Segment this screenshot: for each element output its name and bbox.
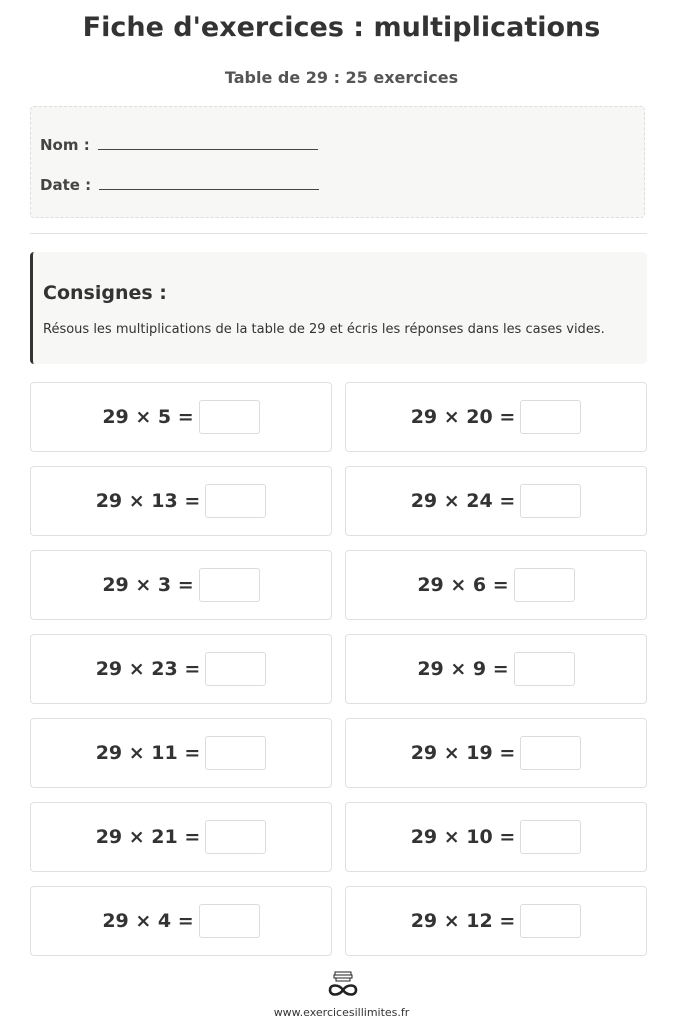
exercise-equation: 29 × 4 =	[102, 910, 194, 932]
name-line	[98, 135, 318, 150]
exercise-equation: 29 × 20 =	[410, 406, 516, 428]
answer-box[interactable]	[199, 568, 260, 602]
exercise-card	[30, 886, 332, 956]
exercise-card	[345, 802, 647, 872]
exercise-equation: 29 × 3 =	[102, 574, 194, 596]
exercise-card	[30, 382, 332, 452]
answer-box[interactable]	[205, 820, 266, 854]
page-subtitle: Table de 29 : 25 exercices	[224, 68, 459, 87]
exercise-card	[345, 550, 647, 620]
answer-box[interactable]	[514, 652, 575, 686]
name-label: Nom :	[40, 136, 90, 154]
exercise-card	[30, 550, 332, 620]
footer-url[interactable]: www.exercicesillimites.fr	[273, 1006, 410, 1019]
exercise-equation: 29 × 19 =	[410, 742, 516, 764]
instructions-box	[30, 252, 647, 364]
exercise-equation: 29 × 10 =	[410, 826, 516, 848]
answer-box[interactable]	[199, 904, 260, 938]
date-line	[99, 175, 319, 190]
answer-box[interactable]	[205, 736, 266, 770]
exercise-grid	[30, 382, 647, 956]
exercise-card	[30, 634, 332, 704]
instructions-title: Consignes :	[43, 282, 167, 304]
answer-box[interactable]	[520, 736, 581, 770]
exercise-card	[345, 382, 647, 452]
exercise-card	[345, 886, 647, 956]
instructions-text: Résous les multiplications de la table de 29 et écris les réponses dans les cases vides.	[43, 322, 605, 337]
name-row	[40, 135, 318, 154]
exercise-equation: 29 × 12 =	[410, 910, 516, 932]
infinity-books-logo-icon[interactable]	[326, 970, 360, 1000]
exercise-equation: 29 × 24 =	[410, 490, 516, 512]
exercise-equation: 29 × 21 =	[95, 826, 201, 848]
student-info-box	[30, 106, 645, 218]
exercise-card	[345, 718, 647, 788]
exercise-equation: 29 × 5 =	[102, 406, 194, 428]
answer-box[interactable]	[205, 484, 266, 518]
answer-box[interactable]	[520, 400, 581, 434]
answer-box[interactable]	[514, 568, 575, 602]
exercise-card	[30, 802, 332, 872]
exercise-equation: 29 × 9 =	[417, 658, 509, 680]
answer-box[interactable]	[205, 652, 266, 686]
section-divider	[30, 233, 647, 234]
exercise-card	[345, 466, 647, 536]
page-title: Fiche d'exercices : multiplications	[82, 12, 601, 43]
exercise-card	[345, 634, 647, 704]
exercise-equation: 29 × 6 =	[417, 574, 509, 596]
exercise-equation: 29 × 13 =	[95, 490, 201, 512]
answer-box[interactable]	[520, 820, 581, 854]
answer-box[interactable]	[520, 904, 581, 938]
exercise-card	[30, 718, 332, 788]
exercise-equation: 29 × 11 =	[95, 742, 201, 764]
answer-box[interactable]	[199, 400, 260, 434]
date-label: Date :	[40, 176, 92, 194]
answer-box[interactable]	[520, 484, 581, 518]
date-row	[40, 175, 319, 194]
exercise-card	[30, 466, 332, 536]
exercise-equation: 29 × 23 =	[95, 658, 201, 680]
